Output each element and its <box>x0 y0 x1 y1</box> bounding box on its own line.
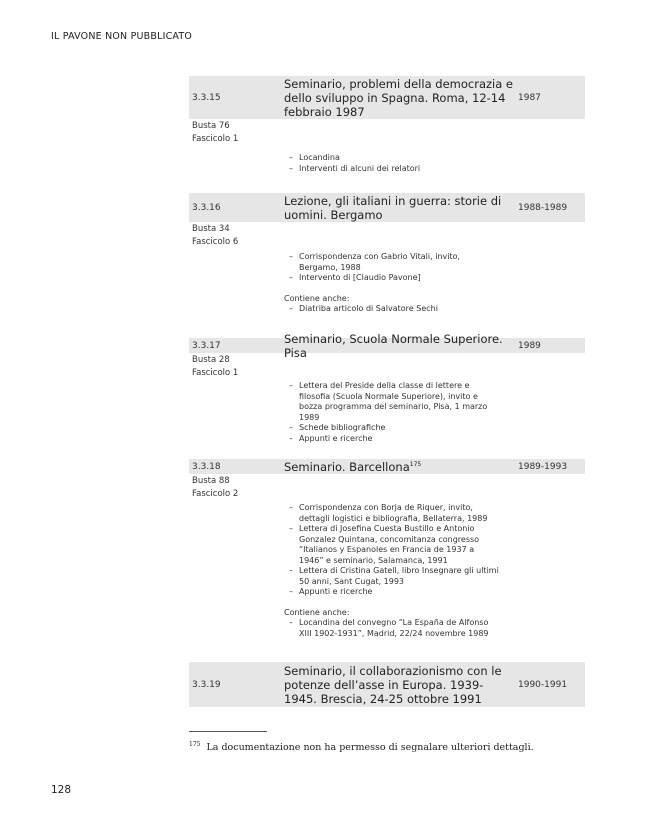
footnote-reference: 175 <box>409 460 422 468</box>
footnote <box>189 741 534 753</box>
entry-code: 3.3.19 <box>192 679 221 690</box>
entry-year: 1987 <box>518 92 541 103</box>
entry-code: 3.3.17 <box>192 340 221 351</box>
list-item: – Corrispondenza con Gabrio Vitali, invito, Bergamo, 1988 <box>284 252 499 273</box>
entry-header <box>189 193 585 222</box>
see-also-label: Contiene anche: <box>284 607 350 617</box>
list-item: – Lettera di Cristina Gatell, libro Insegnare gli ultimi 50 anni, Sant Cugat, 1993 <box>284 566 499 587</box>
entry-title: Seminario, il collaborazionismo con le potenze dell’asse in Europa. 1939-1945. Brescia, 24-25 ottobre 1991 <box>284 663 502 706</box>
archive-entry <box>189 193 585 315</box>
see-also-label: Contiene anche: <box>284 293 350 303</box>
list-item: – Locandina <box>284 153 499 164</box>
entry-year: 1990-1991 <box>518 679 568 690</box>
list-item: – Interventi di alcuni dei relatori <box>284 164 499 175</box>
list-item: – Locandina del convegno “La España de Alfonso XIII 1902-1931”, Madrid, 22/24 novembre 1989 <box>284 618 499 639</box>
entry-fascicolo: Fascicolo 2 <box>192 488 239 499</box>
list-item: – Diatriba articolo di Salvatore Sechi <box>284 304 499 315</box>
entry-header <box>189 662 585 707</box>
page-number: 128 <box>51 784 72 796</box>
entry-header <box>189 459 585 474</box>
entry-contents <box>284 252 499 315</box>
entry-title-text: Seminario. Barcellona <box>284 459 410 474</box>
running-head: IL PAVONE NON PUBBLICATO <box>51 31 193 42</box>
entry-busta: Busta 34 <box>192 224 230 234</box>
entry-contents <box>284 503 499 639</box>
entry-title: Seminario, problemi della democrazia e dello sviluppo in Spagna. Roma, 12-14 febbraio 1987 <box>284 76 514 119</box>
entry-title: Seminario, Scuola Normale Superiore. Pisa <box>284 331 503 360</box>
entry-code: 3.3.16 <box>192 202 221 213</box>
entry-fascicolo: Fascicolo 6 <box>192 236 239 247</box>
list-item: – Appunti e ricerche <box>284 434 499 445</box>
archive-entry <box>189 331 585 444</box>
list-item: – Appunti e ricerche <box>284 587 499 598</box>
list-item: – Intervento di [Claudio Pavone] <box>284 273 499 284</box>
entry-year: 1988-1989 <box>518 202 568 213</box>
footnote-mark: 175 <box>189 741 201 748</box>
entry-title <box>284 460 514 474</box>
entry-item-list <box>284 153 499 174</box>
entry-item-list <box>284 252 499 284</box>
entry-contents <box>284 153 499 174</box>
see-also-list <box>284 618 499 639</box>
entry-year: 1989 <box>518 340 541 351</box>
footnote-text: La documentazione non ha permesso di segnalare ulteriori dettagli. <box>206 742 534 754</box>
list-item: – Lettera del Preside della classe di lettere e filosofia (Scuola Normale Superiore), invito e bozza programma del seminario, Pisa, 1 marzo 1989 <box>284 381 499 423</box>
entry-item-list <box>284 381 499 444</box>
entry-title: Lezione, gli italiani in guerra: storie di uomini. Bergamo <box>284 193 502 222</box>
see-also-list <box>284 304 499 315</box>
archive-entry <box>189 662 585 707</box>
entry-location <box>189 475 585 500</box>
archive-entry <box>189 459 585 639</box>
archive-entry <box>189 76 585 174</box>
entry-busta: Busta 28 <box>192 355 230 365</box>
list-item: – Schede bibliografiche <box>284 423 499 434</box>
entry-fascicolo: Fascicolo 1 <box>192 367 239 378</box>
entry-code: 3.3.15 <box>192 92 221 103</box>
entry-location <box>189 223 585 248</box>
entry-contents <box>284 381 499 444</box>
entry-item-list <box>284 503 499 598</box>
entry-code: 3.3.18 <box>192 461 221 472</box>
entry-busta: Busta 76 <box>192 121 230 131</box>
entry-busta: Busta 88 <box>192 476 230 486</box>
list-item: – Lettera di Josefina Cuesta Bustillo e Antonio Gonzalez Quintana, concomitanza congresso “Italianos y Espanoles en Francia de 1937 a 1946” e seminario, Salamanca, 1991 <box>284 524 499 566</box>
entry-fascicolo: Fascicolo 1 <box>192 133 239 144</box>
entry-year: 1989-1993 <box>518 461 568 472</box>
entry-location <box>189 120 585 145</box>
entry-header <box>189 76 585 119</box>
list-item: – Corrispondenza con Borja de Riquer, invito, dettagli logistici e bibliografia, Bellaterra, 1989 <box>284 503 499 524</box>
footnote-rule <box>189 731 267 732</box>
